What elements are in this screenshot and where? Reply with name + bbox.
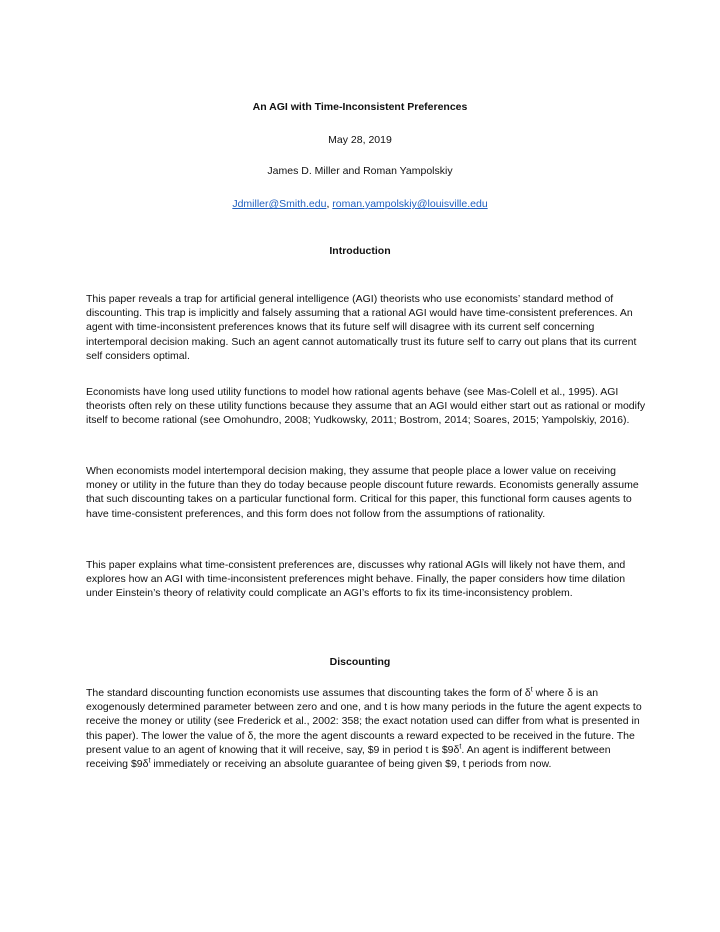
- superscript-t-1: t: [530, 686, 533, 694]
- intro-paragraph-1: This paper reveals a trap for artificial general intelligence (AGI) theorists who use economists’ standard method of discounting. This trap is implicitly and falsely assuming that a rational AGI would have time-consistent preferences. An agent with time-inconsistent preferences knows that its future self will disagree with its current self concerning intertemporal decision making. Such an agent cannot automatically trust its future self to carry out plans that its current self considers optimal.: [86, 293, 637, 362]
- paper-date: May 28, 2019: [328, 134, 392, 146]
- superscript-t-3: t: [148, 757, 151, 765]
- section-heading-discounting: Discounting: [329, 656, 391, 668]
- email-link-miller[interactable]: Jdmiller@Smith.edu: [232, 198, 327, 210]
- email-link-yampolskiy[interactable]: roman.yampolskiy@louisville.edu: [332, 198, 488, 210]
- intro-paragraph-3: When economists model intertemporal decision making, they assume that people place a lower value on receiving money or utility in the future than they do today because people discount future rewards. Economists generally assume that such discounting takes on a particular functional form. Critical for this paper, this functional form causes agents to have time-consistent preferences, and this form does not follow from the assumptions of rationality.: [86, 465, 639, 520]
- discounting-text-d: immediately or receiving an absolute guarantee of being given $9, t periods from now.: [150, 758, 552, 771]
- discounting-text-c: . An agent is indifferent between receiving $9δ: [86, 743, 611, 771]
- discounting-paragraph-1: [86, 686, 648, 771]
- paper-title: An AGI with Time-Inconsistent Preferences: [252, 101, 468, 113]
- intro-paragraph-4: This paper explains what time-consistent preferences are, discusses why rational AGIs will likely not have them, and explores how an AGI with time-inconsistent preferences might behave. Finally, the paper considers how time dilation under Einstein’s theory of relativity could complicate an AGI’s efforts to fix its time-inconsistency problem.: [86, 559, 626, 600]
- author-emails: [0, 198, 720, 210]
- paper-authors: James D. Miller and Roman Yampolskiy: [267, 165, 453, 177]
- email-separator: ,: [326, 198, 333, 210]
- discounting-text-a: The standard discounting function economists use assumes that discounting takes the form of δ: [86, 687, 531, 699]
- discounting-text-b: where δ is an exogenously determined parameter between zero and one, and t is how many periods in the future the agent expects to receive the money or utility (see Frederick et al., 2002: 358; the exact notation used can differ from what is presented in this paper). The lower the value of δ, the more the agent discounts a reward expected to be received in the future. The present value to an agent of knowing that it will receive, say, $9 in period t is $9δ: [86, 687, 642, 756]
- superscript-t-2: t: [459, 743, 462, 751]
- section-heading-introduction: Introduction: [329, 245, 391, 257]
- intro-paragraph-2: Economists have long used utility functions to model how rational agents behave (see Mas-Colell et al., 1995). AGI theorists often rely on these utility functions because they assume that an AGI would either start out as rational or modify itself to become rational (see Omohundro, 2008; Yudkowsky, 2011; Bostrom, 2014; Soares, 2015; Yampolskiy, 2016).: [86, 386, 646, 427]
